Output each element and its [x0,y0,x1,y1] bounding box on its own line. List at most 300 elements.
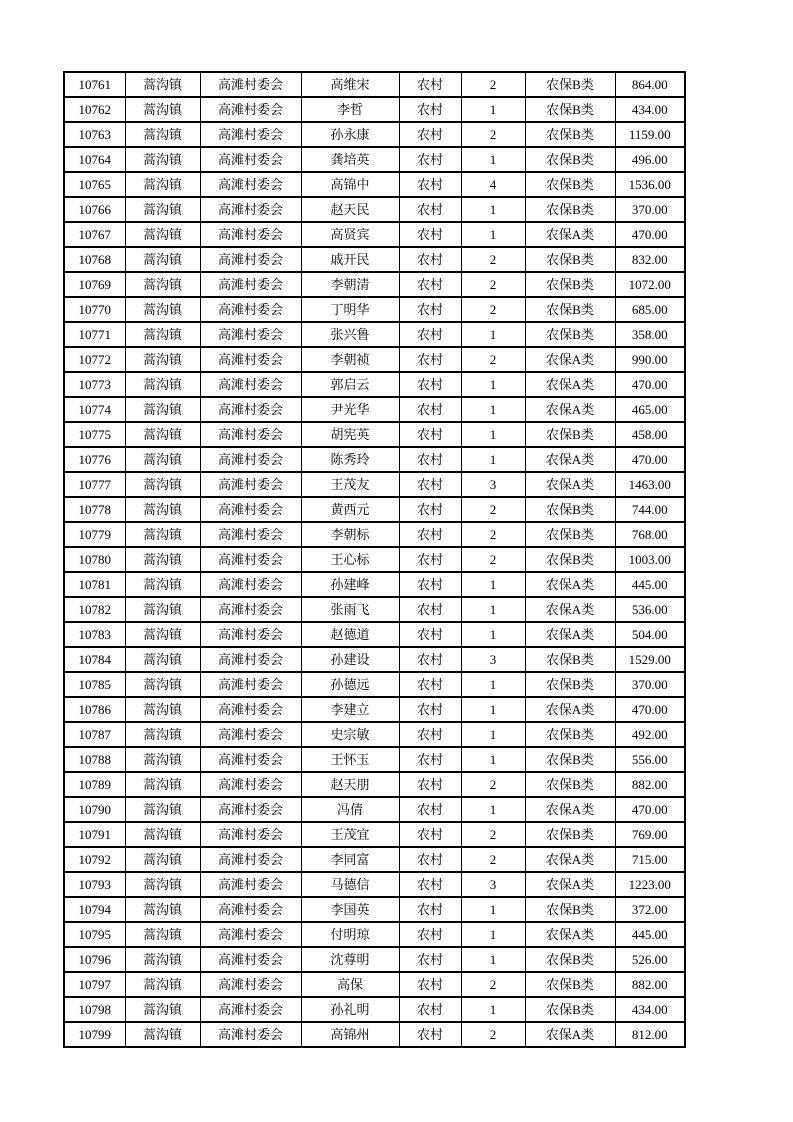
cell-village-committee: 高滩村委会 [200,322,301,347]
cell-record-id: 10799 [64,1022,125,1047]
cell-insurance-type: 农保A类 [525,347,615,372]
cell-village-committee: 高滩村委会 [200,697,301,722]
cell-person-count: 4 [461,172,525,197]
cell-person-count: 2 [461,122,525,147]
cell-category: 农村 [399,1022,461,1047]
table-row [64,422,685,447]
roster-table-body [64,72,685,1047]
cell-village-committee: 高滩村委会 [200,772,301,797]
table-row [64,447,685,472]
cell-town: 蒿沟镇 [125,972,200,997]
cell-amount: 715.00 [615,847,685,872]
cell-village-committee: 高滩村委会 [200,447,301,472]
cell-village-committee: 高滩村委会 [200,272,301,297]
cell-record-id: 10775 [64,422,125,447]
cell-category: 农村 [399,222,461,247]
cell-amount: 470.00 [615,222,685,247]
cell-amount: 434.00 [615,97,685,122]
cell-insurance-type: 农保B类 [525,247,615,272]
cell-person-count: 1 [461,372,525,397]
cell-person-count: 2 [461,547,525,572]
cell-village-committee: 高滩村委会 [200,572,301,597]
cell-person-count: 1 [461,672,525,697]
cell-record-id: 10770 [64,297,125,322]
cell-person-name: 史宗敏 [301,722,399,747]
cell-record-id: 10798 [64,997,125,1022]
table-row [64,672,685,697]
cell-amount: 1223.00 [615,872,685,897]
cell-person-count: 1 [461,897,525,922]
cell-record-id: 10788 [64,747,125,772]
cell-person-count: 1 [461,322,525,347]
cell-town: 蒿沟镇 [125,997,200,1022]
cell-category: 农村 [399,747,461,772]
cell-record-id: 10790 [64,797,125,822]
cell-person-name: 赵天民 [301,197,399,222]
table-row [64,747,685,772]
table-row [64,97,685,122]
cell-person-name: 李朝标 [301,522,399,547]
table-row [64,1022,685,1047]
cell-record-id: 10762 [64,97,125,122]
cell-category: 农村 [399,922,461,947]
cell-category: 农村 [399,247,461,272]
cell-town: 蒿沟镇 [125,897,200,922]
cell-town: 蒿沟镇 [125,822,200,847]
cell-person-name: 王心标 [301,547,399,572]
cell-insurance-type: 农保B类 [525,122,615,147]
cell-person-count: 2 [461,272,525,297]
cell-town: 蒿沟镇 [125,447,200,472]
cell-record-id: 10774 [64,397,125,422]
cell-village-committee: 高滩村委会 [200,372,301,397]
cell-amount: 470.00 [615,797,685,822]
table-row [64,397,685,422]
cell-town: 蒿沟镇 [125,522,200,547]
cell-amount: 556.00 [615,747,685,772]
cell-village-committee: 高滩村委会 [200,422,301,447]
cell-town: 蒿沟镇 [125,247,200,272]
cell-amount: 864.00 [615,72,685,97]
cell-insurance-type: 农保A类 [525,447,615,472]
cell-record-id: 10796 [64,947,125,972]
cell-category: 农村 [399,322,461,347]
cell-town: 蒿沟镇 [125,297,200,322]
cell-person-count: 2 [461,522,525,547]
cell-record-id: 10780 [64,547,125,572]
cell-person-name: 张兴鲁 [301,322,399,347]
cell-person-name: 李朝清 [301,272,399,297]
cell-village-committee: 高滩村委会 [200,172,301,197]
cell-village-committee: 高滩村委会 [200,847,301,872]
table-row [64,622,685,647]
cell-category: 农村 [399,72,461,97]
cell-village-committee: 高滩村委会 [200,897,301,922]
cell-amount: 526.00 [615,947,685,972]
cell-category: 农村 [399,647,461,672]
cell-person-name: 高保 [301,972,399,997]
cell-insurance-type: 农保A类 [525,572,615,597]
cell-person-name: 孙建设 [301,647,399,672]
cell-record-id: 10789 [64,772,125,797]
cell-village-committee: 高滩村委会 [200,922,301,947]
cell-person-name: 王茂友 [301,472,399,497]
cell-insurance-type: 农保A类 [525,472,615,497]
cell-town: 蒿沟镇 [125,372,200,397]
cell-town: 蒿沟镇 [125,422,200,447]
cell-town: 蒿沟镇 [125,872,200,897]
cell-record-id: 10785 [64,672,125,697]
cell-village-committee: 高滩村委会 [200,122,301,147]
cell-person-count: 1 [461,622,525,647]
cell-amount: 882.00 [615,772,685,797]
cell-insurance-type: 农保B类 [525,722,615,747]
cell-person-count: 1 [461,997,525,1022]
cell-village-committee: 高滩村委会 [200,347,301,372]
cell-record-id: 10771 [64,322,125,347]
cell-village-committee: 高滩村委会 [200,947,301,972]
cell-record-id: 10768 [64,247,125,272]
cell-village-committee: 高滩村委会 [200,972,301,997]
cell-category: 农村 [399,897,461,922]
cell-record-id: 10765 [64,172,125,197]
table-row [64,197,685,222]
cell-town: 蒿沟镇 [125,772,200,797]
table-row [64,597,685,622]
cell-category: 农村 [399,997,461,1022]
cell-village-committee: 高滩村委会 [200,622,301,647]
cell-amount: 465.00 [615,397,685,422]
cell-town: 蒿沟镇 [125,1022,200,1047]
cell-category: 农村 [399,172,461,197]
table-row [64,272,685,297]
cell-category: 农村 [399,447,461,472]
cell-person-name: 陈秀玲 [301,447,399,472]
cell-insurance-type: 农保B类 [525,747,615,772]
cell-person-count: 2 [461,847,525,872]
cell-person-count: 3 [461,647,525,672]
cell-person-name: 赵天朋 [301,772,399,797]
table-row [64,472,685,497]
cell-town: 蒿沟镇 [125,197,200,222]
cell-insurance-type: 农保B类 [525,522,615,547]
cell-category: 农村 [399,297,461,322]
cell-category: 农村 [399,147,461,172]
table-row [64,147,685,172]
cell-town: 蒿沟镇 [125,847,200,872]
cell-amount: 470.00 [615,447,685,472]
cell-person-name: 付明琼 [301,922,399,947]
cell-category: 农村 [399,497,461,522]
cell-category: 农村 [399,422,461,447]
cell-person-name: 赵德道 [301,622,399,647]
cell-category: 农村 [399,972,461,997]
cell-category: 农村 [399,122,461,147]
cell-person-name: 李国英 [301,897,399,922]
cell-village-committee: 高滩村委会 [200,597,301,622]
cell-amount: 370.00 [615,197,685,222]
cell-person-count: 2 [461,72,525,97]
cell-insurance-type: 农保A类 [525,597,615,622]
cell-record-id: 10794 [64,897,125,922]
cell-person-count: 1 [461,572,525,597]
cell-person-name: 高锦州 [301,1022,399,1047]
cell-insurance-type: 农保B类 [525,547,615,572]
cell-record-id: 10787 [64,722,125,747]
cell-insurance-type: 农保A类 [525,922,615,947]
cell-village-committee: 高滩村委会 [200,522,301,547]
table-row [64,772,685,797]
cell-village-committee: 高滩村委会 [200,747,301,772]
table-row [64,722,685,747]
cell-insurance-type: 农保A类 [525,1022,615,1047]
table-row [64,497,685,522]
cell-person-count: 1 [461,447,525,472]
cell-person-count: 1 [461,597,525,622]
cell-person-count: 3 [461,872,525,897]
cell-village-committee: 高滩村委会 [200,997,301,1022]
table-row [64,72,685,97]
cell-insurance-type: 农保B类 [525,97,615,122]
cell-town: 蒿沟镇 [125,597,200,622]
cell-person-name: 孙建峰 [301,572,399,597]
cell-insurance-type: 农保A类 [525,697,615,722]
cell-amount: 1072.00 [615,272,685,297]
cell-amount: 1003.00 [615,547,685,572]
cell-insurance-type: 农保B类 [525,972,615,997]
cell-person-name: 孙礼明 [301,997,399,1022]
cell-insurance-type: 农保B类 [525,297,615,322]
cell-insurance-type: 农保B类 [525,822,615,847]
cell-insurance-type: 农保B类 [525,172,615,197]
cell-person-count: 1 [461,697,525,722]
cell-insurance-type: 农保B类 [525,197,615,222]
cell-amount: 445.00 [615,572,685,597]
cell-amount: 536.00 [615,597,685,622]
cell-town: 蒿沟镇 [125,572,200,597]
cell-amount: 832.00 [615,247,685,272]
cell-record-id: 10773 [64,372,125,397]
cell-person-count: 2 [461,772,525,797]
cell-record-id: 10793 [64,872,125,897]
cell-record-id: 10792 [64,847,125,872]
table-row [64,322,685,347]
cell-person-name: 马德信 [301,872,399,897]
cell-category: 农村 [399,622,461,647]
table-row [64,797,685,822]
cell-town: 蒿沟镇 [125,147,200,172]
cell-person-count: 2 [461,497,525,522]
cell-category: 农村 [399,947,461,972]
cell-amount: 504.00 [615,622,685,647]
cell-category: 农村 [399,822,461,847]
cell-category: 农村 [399,672,461,697]
cell-person-count: 2 [461,297,525,322]
cell-category: 农村 [399,372,461,397]
cell-category: 农村 [399,797,461,822]
table-row [64,822,685,847]
cell-person-count: 1 [461,947,525,972]
cell-amount: 1159.00 [615,122,685,147]
cell-amount: 768.00 [615,522,685,547]
cell-person-name: 龚培英 [301,147,399,172]
cell-person-count: 1 [461,197,525,222]
cell-village-committee: 高滩村委会 [200,797,301,822]
cell-insurance-type: 农保A类 [525,847,615,872]
cell-record-id: 10763 [64,122,125,147]
cell-person-count: 2 [461,822,525,847]
cell-record-id: 10761 [64,72,125,97]
cell-insurance-type: 农保B类 [525,147,615,172]
cell-person-name: 王茂宜 [301,822,399,847]
cell-category: 农村 [399,397,461,422]
cell-person-count: 3 [461,472,525,497]
cell-insurance-type: 农保B类 [525,772,615,797]
cell-village-committee: 高滩村委会 [200,547,301,572]
cell-village-committee: 高滩村委会 [200,297,301,322]
cell-person-name: 黄西元 [301,497,399,522]
cell-person-name: 李哲 [301,97,399,122]
cell-amount: 496.00 [615,147,685,172]
cell-category: 农村 [399,522,461,547]
cell-record-id: 10781 [64,572,125,597]
table-row [64,172,685,197]
cell-record-id: 10777 [64,472,125,497]
cell-insurance-type: 农保B类 [525,272,615,297]
cell-person-count: 1 [461,722,525,747]
cell-person-name: 丁明华 [301,297,399,322]
table-row [64,897,685,922]
cell-village-committee: 高滩村委会 [200,497,301,522]
cell-insurance-type: 农保A类 [525,222,615,247]
cell-amount: 990.00 [615,347,685,372]
cell-record-id: 10779 [64,522,125,547]
table-row [64,222,685,247]
cell-record-id: 10784 [64,647,125,672]
cell-person-name: 冯倩 [301,797,399,822]
cell-person-count: 2 [461,347,525,372]
cell-town: 蒿沟镇 [125,322,200,347]
benefit-roster-table [63,71,686,1048]
cell-amount: 882.00 [615,972,685,997]
cell-person-count: 2 [461,247,525,272]
cell-insurance-type: 农保A类 [525,872,615,897]
cell-amount: 744.00 [615,497,685,522]
cell-town: 蒿沟镇 [125,797,200,822]
table-row [64,872,685,897]
cell-person-name: 王怀玉 [301,747,399,772]
cell-insurance-type: 农保B类 [525,947,615,972]
cell-amount: 445.00 [615,922,685,947]
cell-amount: 370.00 [615,672,685,697]
cell-person-name: 高维宋 [301,72,399,97]
table-row [64,522,685,547]
cell-town: 蒿沟镇 [125,672,200,697]
table-row [64,847,685,872]
cell-category: 农村 [399,272,461,297]
cell-record-id: 10783 [64,622,125,647]
cell-category: 农村 [399,572,461,597]
table-row [64,922,685,947]
cell-insurance-type: 农保B类 [525,72,615,97]
cell-category: 农村 [399,547,461,572]
cell-record-id: 10767 [64,222,125,247]
cell-record-id: 10797 [64,972,125,997]
cell-category: 农村 [399,97,461,122]
cell-record-id: 10776 [64,447,125,472]
cell-town: 蒿沟镇 [125,922,200,947]
cell-person-name: 李建立 [301,697,399,722]
cell-record-id: 10772 [64,347,125,372]
table-row [64,547,685,572]
cell-record-id: 10778 [64,497,125,522]
cell-town: 蒿沟镇 [125,547,200,572]
cell-town: 蒿沟镇 [125,747,200,772]
cell-insurance-type: 农保A类 [525,397,615,422]
table-row [64,947,685,972]
table-row [64,572,685,597]
cell-town: 蒿沟镇 [125,722,200,747]
cell-amount: 470.00 [615,697,685,722]
cell-town: 蒿沟镇 [125,347,200,372]
table-row [64,972,685,997]
cell-town: 蒿沟镇 [125,272,200,297]
cell-amount: 358.00 [615,322,685,347]
cell-town: 蒿沟镇 [125,122,200,147]
cell-amount: 458.00 [615,422,685,447]
cell-amount: 1529.00 [615,647,685,672]
cell-village-committee: 高滩村委会 [200,822,301,847]
cell-category: 农村 [399,347,461,372]
cell-person-name: 戚开民 [301,247,399,272]
cell-record-id: 10764 [64,147,125,172]
cell-person-name: 尹光华 [301,397,399,422]
table-row [64,697,685,722]
cell-person-name: 孙永康 [301,122,399,147]
cell-town: 蒿沟镇 [125,497,200,522]
table-row [64,122,685,147]
cell-village-committee: 高滩村委会 [200,1022,301,1047]
cell-village-committee: 高滩村委会 [200,397,301,422]
cell-person-count: 1 [461,797,525,822]
cell-category: 农村 [399,697,461,722]
cell-town: 蒿沟镇 [125,622,200,647]
cell-village-committee: 高滩村委会 [200,472,301,497]
cell-town: 蒿沟镇 [125,647,200,672]
cell-amount: 1463.00 [615,472,685,497]
cell-person-count: 1 [461,747,525,772]
cell-village-committee: 高滩村委会 [200,647,301,672]
cell-village-committee: 高滩村委会 [200,247,301,272]
cell-category: 农村 [399,472,461,497]
cell-person-name: 李同富 [301,847,399,872]
cell-person-count: 1 [461,97,525,122]
cell-person-count: 2 [461,1022,525,1047]
cell-amount: 372.00 [615,897,685,922]
cell-amount: 769.00 [615,822,685,847]
cell-village-committee: 高滩村委会 [200,197,301,222]
cell-person-count: 1 [461,222,525,247]
cell-record-id: 10791 [64,822,125,847]
cell-record-id: 10769 [64,272,125,297]
cell-amount: 492.00 [615,722,685,747]
cell-category: 农村 [399,722,461,747]
cell-insurance-type: 农保B类 [525,997,615,1022]
cell-amount: 434.00 [615,997,685,1022]
cell-village-committee: 高滩村委会 [200,147,301,172]
table-row [64,247,685,272]
cell-category: 农村 [399,772,461,797]
